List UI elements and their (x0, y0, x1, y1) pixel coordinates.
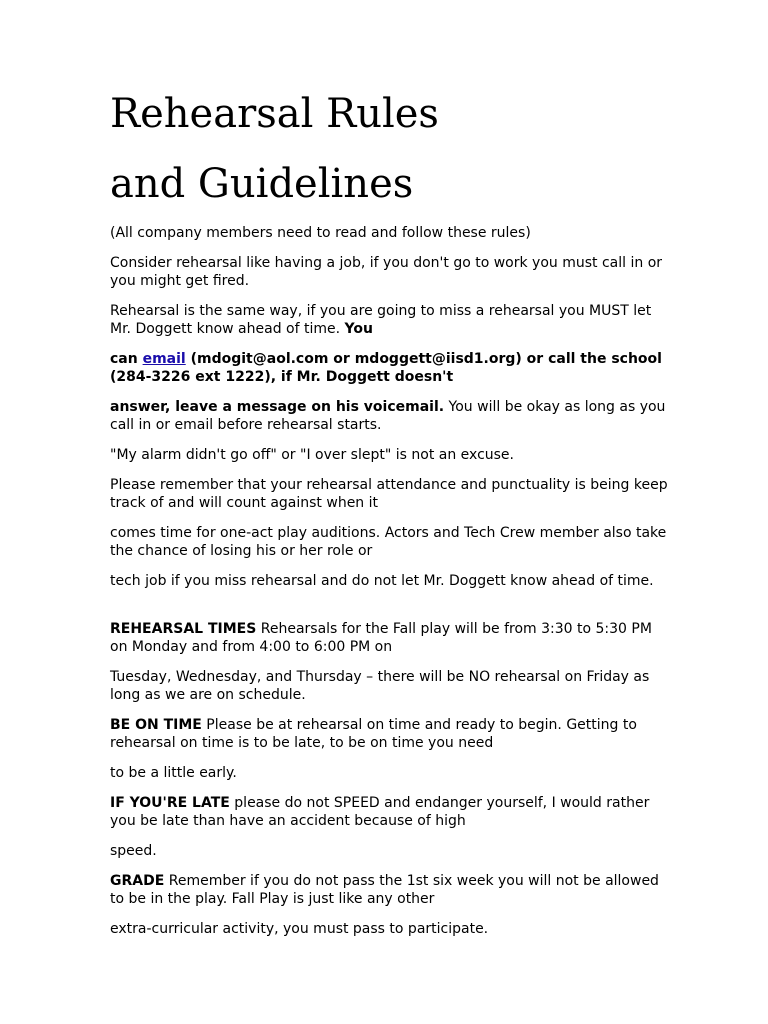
title-line-1: Rehearsal Rules (110, 91, 439, 137)
paragraph-must-notify (110, 302, 670, 338)
be-on-time-text: Please be at rehearsal on time and ready to begin. Getting to rehearsal on time is to be late, to be on time you need (110, 717, 637, 751)
paragraph-voicemail (110, 398, 670, 434)
paragraph-job-analogy: Consider rehearsal like having a job, if you don't go to work you must call in or you might get fired. (110, 255, 663, 289)
paragraph-tech-job: tech job if you miss rehearsal and do not let Mr. Doggett know ahead of time. (110, 573, 654, 589)
paragraph-be-early: to be a little early. (110, 765, 237, 781)
title-line-2: and Guidelines (110, 161, 414, 207)
paragraph-no-excuse: "My alarm didn't go off" or "I over slept" is not an excuse. (110, 447, 514, 463)
paragraph-be-on-time (110, 716, 670, 752)
paragraph-contact (110, 350, 670, 386)
paragraph-must-notify-text: Rehearsal is the same way, if you are going to miss a rehearsal you MUST let Mr. Doggett know ahead of time. (110, 303, 652, 337)
grade-text: Remember if you do not pass the 1st six week you will not be allowed to be in the play. Fall Play is just like any other (110, 873, 659, 907)
paragraph-must-notify-bold: You (344, 321, 373, 337)
rehearsal-times-text: Rehearsals for the Fall play will be from 3:30 to 5:30 PM on Monday and from 4:00 to 6:00 PM on (110, 621, 652, 655)
contact-can-text: can (110, 351, 143, 367)
paragraph-speed: speed. (110, 843, 157, 859)
paragraph-weekday-schedule: Tuesday, Wednesday, and Thursday – there will be NO rehearsal on Friday as long as we are on schedule. (110, 669, 650, 703)
rehearsal-times-heading: REHEARSAL TIMES (110, 621, 257, 637)
paragraph-rehearsal-times (110, 620, 670, 656)
paragraph-grade (110, 872, 670, 908)
intro-note: (All company members need to read and follow these rules) (110, 225, 531, 241)
paragraph-attendance: Please remember that your rehearsal attendance and punctuality is being keep track of and will count against when it (110, 477, 668, 511)
grade-heading: GRADE (110, 873, 165, 889)
be-on-time-heading: BE ON TIME (110, 717, 202, 733)
if-late-heading: IF YOU'RE LATE (110, 795, 230, 811)
paragraph-if-late (110, 794, 670, 830)
contact-details-text: (mdogit@aol.com or mdoggett@iisd1.org) or call the school (284-3226 ext 1222), if Mr. Doggett doesn't (110, 351, 662, 385)
paragraph-voicemail-text: You will be okay as long as you call in or email before rehearsal starts. (110, 399, 666, 433)
paragraph-auditions: comes time for one-act play auditions. Actors and Tech Crew member also take the chance of losing his or her role or (110, 525, 667, 559)
paragraph-extracurricular: extra-curricular activity, you must pass to participate. (110, 921, 489, 937)
paragraph-voicemail-bold: answer, leave a message on his voicemail. (110, 399, 445, 415)
if-late-text: please do not SPEED and endanger yourself, I would rather you be late than have an accident because of high (110, 795, 650, 829)
email-link[interactable]: email (142, 351, 186, 367)
